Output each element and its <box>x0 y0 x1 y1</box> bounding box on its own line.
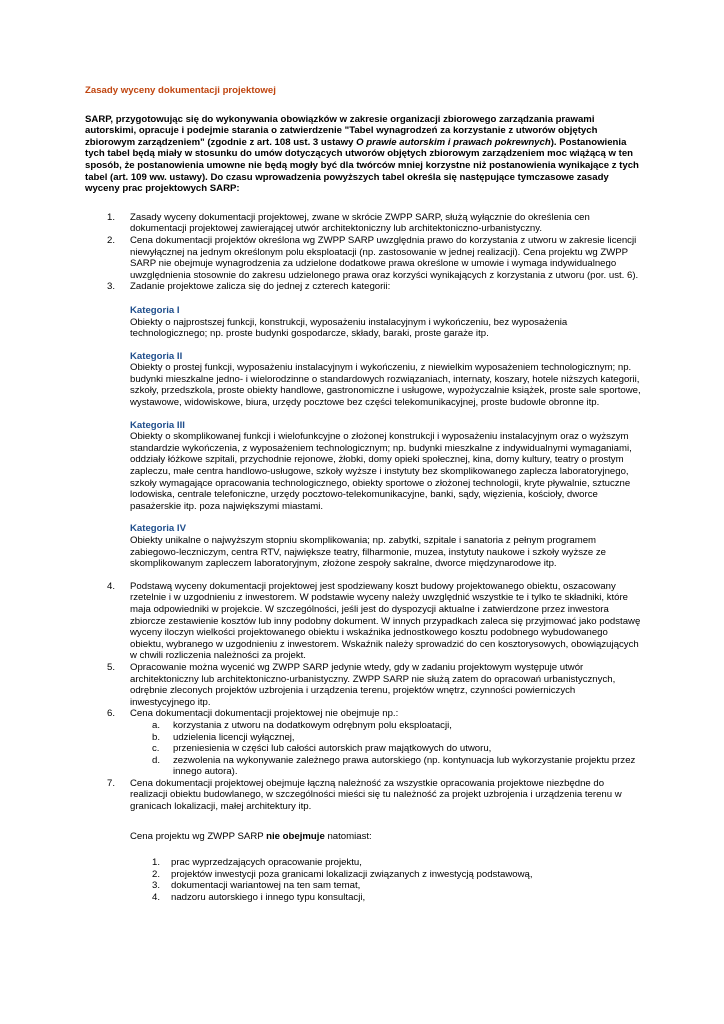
list-item <box>85 662 641 708</box>
item-text: Cena dokumentacji dokumentacji projektowej nie obejmuje np.: <box>130 708 399 720</box>
sub-list-item <box>130 720 641 732</box>
item-number: 3. <box>152 880 161 892</box>
list-item <box>85 212 641 235</box>
intro-law-title: O prawie autorskim i prawach pokrewnych <box>356 136 551 148</box>
note-emphasis: nie obejmuje <box>266 830 325 842</box>
sub-item-letter: a. <box>152 719 161 731</box>
category-2 <box>130 351 641 409</box>
list-item <box>85 892 641 904</box>
item-text: prac wyprzedzających opracowanie projektu, <box>171 857 362 869</box>
list-item <box>85 880 641 892</box>
category-3 <box>130 420 641 513</box>
category-text: Obiekty unikalne o najwyższym stopniu skomplikowania; np. zabytki, szpitale i sanatoria z pełnym programem zabiegowo-leczniczym, centra RTV, największe teatry, filharmonie, muzea, instytuty naukowe i szkoły wyższe ze skomplikowanym zapleczem laboratoryjnym, złożone zespoły sakralne, dworce międzynarodowe itp. <box>130 535 606 570</box>
item-number: 2. <box>152 868 161 880</box>
sub-item-text: korzystania z utworu na dodatkowym odrębnym polu eksploatacji, <box>173 719 452 731</box>
list-item <box>85 581 641 662</box>
category-4 <box>130 523 641 569</box>
sub-list-item <box>130 743 641 755</box>
item-text: Zasady wyceny dokumentacji projektowej, zwane w skrócie ZWPP SARP, służą wyłącznie do określenia cen dokumentacji projektowej zawierającej utwór architektoniczny lub architektoniczno-urbanistyczny. <box>130 211 590 235</box>
item-text: dokumentacji wariantowej na ten sam temat, <box>171 880 361 892</box>
sub-list-item <box>130 755 641 778</box>
item-number: 2. <box>107 234 116 246</box>
item-text: Cena dokumentacji projektów określona wg ZWPP SARP uwzględnia prawo do korzystania z utworu w zakresie licencji niewyłącznej na jednym określonym polu eksploatacji (np. zastosowanie w jednej realizacji). Cena projektu wg ZWPP SARP nie obejmuje wynagrodzenia za udzielone dodatkowe prawa określone w umowie i wymaga indywidualnego uwzględnienia stosownie do zakresu udzielonego prawa oraz korzyści wynikających z korzystania z utworu (por. ust. 6). <box>130 234 639 281</box>
category-title: Kategoria I <box>130 304 180 316</box>
sub-item-letter: c. <box>152 743 160 755</box>
category-text: Obiekty o najprostszej funkcji, konstrukcji, wyposażeniu instalacyjnym i wykończeniu, bez wyposażenia technologicznego; np. proste budynki gospodarcze, składy, baraki, proste garaże itp. <box>130 316 568 340</box>
item-text: nadzoru autorskiego i innego typu konsultacji, <box>171 892 366 904</box>
rules-list <box>85 212 641 813</box>
item-text: projektów inwestycji poza granicami lokalizacji związanych z inwestycją podstawową, <box>171 868 533 880</box>
list-item <box>85 708 641 778</box>
exclusions-sublist <box>130 720 641 778</box>
intro-text-part2: ). Postanowienia tych tabel będą miały w stosunku do umów dotyczących utworów objętych zbiorowym zarządzeniem moc wiążącą w ten sposób, że postanowienia umowne nie będą mogły być dla twórców mniej korzystne niż postanowienia wynikające z tych tabel (art. 109 ww. ustawy). Do czasu wprowadzenia powyższych tabel określa się następujące tymczasowe zasady wyceny prac projektowych SARP: <box>85 136 639 195</box>
item-number: 1. <box>107 211 116 223</box>
item-text: Podstawą wyceny dokumentacji projektowej jest spodziewany koszt budowy projektowanego obiektu, oszacowany rzetelnie i w uzgodnieniu z inwestorem. W podstawie wyceny należy uwzględnić wszystkie te i tylko te składniki, które maja odpowiedniki w projekcie. W szczególności, jeśli jest do dyspozycji aktualne i zatwierdzone przez inwestora zbiorcze zestawienie kosztów lub inny podobny dokument. W innych przypadkach zaleca się przyjmować jako podstawę wyceny iloczyn wielkości projektowanego obiektu i wskaźnika jednostkowego kosztu podobnego wybudowanego obiektu, wybranego w uzgodnieniu z inwestorem. Wskaźnik należy sprowadzić do cen kosztorysowych, obowiązujących w chwili rozliczenia należności za projekt. <box>130 580 641 662</box>
note-text-before: Cena projektu wg ZWPP SARP <box>130 830 267 842</box>
list-item <box>85 869 641 881</box>
categories-block <box>130 305 641 570</box>
item-number: 3. <box>107 281 116 293</box>
sub-item-text: udzielenia licencji wyłącznej, <box>173 731 295 743</box>
item-number: 7. <box>107 777 116 789</box>
not-included-list <box>85 857 641 903</box>
document-page <box>85 85 641 904</box>
item-number: 1. <box>152 857 161 869</box>
item-number: 5. <box>107 661 116 673</box>
document-title: Zasady wyceny dokumentacji projektowej <box>85 85 276 96</box>
item-number: 4. <box>107 580 116 592</box>
list-item <box>85 235 641 281</box>
category-text: Obiekty o skomplikowanej funkcji i wielofunkcyjne o złożonej konstrukcji i wyposażeniu instalacyjnym oraz o wyższym standardzie wykończenia, z wyposażeniem technologicznym; np. budynki mieszkalne z indywidualnymi wymaganiami, oddziały łóżkowe szpitali, przychodnie rejonowe, żłobki, domy opieki społecznej, kina, domy kultury, teatry o prostym zapleczu, małe centra handlowo-usługowe, szkoły wyższe i instytuty bez skomplikowanego zaplecza laboratoryjnego, szkoły wymagające opracowania technologicznego, obiekty sportowe o złożonej technologii, kryte pływalnie, sztuczne lodowiska, centrale telefoniczne, urzędy pocztowo-telekomunikacyjne, banki, sądy, więzienia, kościoły, dworce pasażerskie itp. poza największymi miastami. <box>130 431 632 512</box>
sub-item-text: zezwolenia na wykonywanie zależnego prawa autorskiego (np. kontynuacja lub wykorzystanie projektu przez innego autora). <box>173 754 636 778</box>
sub-item-letter: d. <box>152 754 161 766</box>
list-item <box>85 778 641 813</box>
category-text: Obiekty o prostej funkcji, wyposażeniu instalacyjnym i wykończeniu, z niewielkim wyposażeniem technologicznym; np. budynki mieszkalne jedno- i wielorodzinne o standardowych rozwiązaniach, internaty, koszary, hotele niższych kategorii, szkoły, przedszkola, proste obiekty handlowe, gastronomiczne i usługowe, wypożyczalnie książek, proste sale sportowe, wystawowe, widowiskowe, biura, urzędy pocztowe bez części telekomunikacyjnej, proste budowle obronne itp. <box>130 362 641 409</box>
item-text: Cena dokumentacji projektowej obejmuje łączną należność za wszystkie opracowania projektowe niezbędne do realizacji obiektu budowlanego, w szczególności mieści się tu należność za projekt uzbrojenia i urządzenia terenu w granicach lokalizacji, małej architektury itp. <box>130 777 622 813</box>
item-number: 6. <box>107 708 116 720</box>
intro-text-part1: SARP, przygotowując się do wykonywania obowiązków w zakresie organizacji zbiorowego zarządzania prawami autorskimi, opracuje i podejmie starania o zatwierdzenie "Tabel wynagrodzeń za korzystanie z utworów objętych zbiorowym zarządzeniem" (zgodnie z art. 108 ust. 3 ustawy <box>85 113 598 148</box>
category-title: Kategoria III <box>130 419 185 431</box>
item-number: 4. <box>152 892 161 904</box>
list-item <box>85 281 641 569</box>
category-title: Kategoria IV <box>130 523 186 535</box>
item-text: Opracowanie można wycenić wg ZWPP SARP jedynie wtedy, gdy w zadaniu projektowym występuje utwór architektoniczny lub architektoniczno-urbanistyczny. ZWPP SARP nie służą zatem do opracowań urbanistycznych, odrębnie zleconych projektów uzbrojenia i urządzenia terenu, projektów wnętrz, czynności powierniczych inwestycyjnego itp. <box>130 661 616 708</box>
not-included-note <box>85 831 641 843</box>
sub-item-text: przeniesienia w części lub całości autorskich praw majątkowych do utworu, <box>173 743 492 755</box>
category-1 <box>130 305 641 340</box>
sub-list-item <box>130 732 641 744</box>
note-text-after: natomiast: <box>324 830 372 842</box>
sub-item-letter: b. <box>152 731 161 743</box>
intro-paragraph <box>85 114 641 195</box>
list-item <box>85 857 641 869</box>
category-title: Kategoria II <box>130 350 183 362</box>
item-text: Zadanie projektowe zalicza się do jednej z czterech kategorii: <box>130 281 391 293</box>
